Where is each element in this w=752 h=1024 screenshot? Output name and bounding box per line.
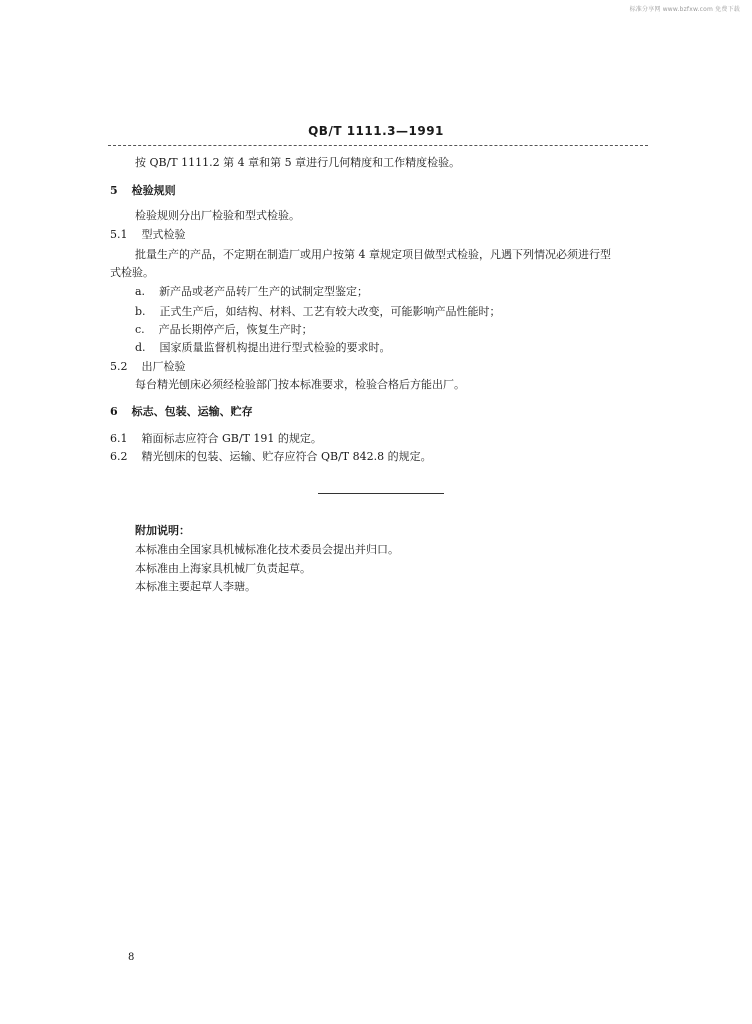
list-item-label: b. (135, 305, 146, 318)
list-item-text: 正式生产后，如结构、材料、工艺有较大改变，可能影响产品性能时； (159, 305, 501, 318)
list-item (135, 305, 501, 319)
section-5-title: 检验规则 (131, 184, 176, 197)
section-5-1-number: 5.1 (110, 228, 128, 241)
section-6-2 (110, 450, 432, 464)
list-item (135, 285, 368, 299)
header-rule (108, 145, 648, 146)
section-6-1-number: 6.1 (110, 432, 128, 445)
watermark-text: 标准分享网 www.bzfxw.com 免费下载 (629, 6, 740, 13)
list-item-text: 国家质量监督机构提出进行型式检验的要求时。 (159, 341, 391, 354)
notes-line: 本标准由上海家具机械厂负责起草。 (135, 562, 311, 575)
section-6-1-text: 箱面标志应符合 GB/T 191 的规定。 (141, 432, 322, 445)
page-header-title: QB/T 1111.3—1991 (308, 124, 444, 138)
section-5-2-title: 出厂检验 (141, 360, 186, 373)
section-6-number: 6 (110, 405, 118, 418)
section-5-1-heading (110, 228, 186, 242)
page-number: 8 (128, 952, 135, 963)
list-item-label: c. (135, 323, 145, 336)
list-item-text: 产品长期停产后，恢复生产时； (158, 323, 313, 336)
section-5-2-text: 每台精光刨床必须经检验部门按本标准要求，检验合格后方能出厂。 (135, 378, 465, 391)
section-5-1-text-line1: 批量生产的产品，不定期在制造厂或用户按第 4 章规定项目做型式检验，凡遇下列情况必须进行型 (135, 248, 611, 261)
intro-paragraph: 按 QB/T 1111.2 第 4 章和第 5 章进行几何精度和工作精度检验。 (135, 156, 461, 169)
section-5-1-title: 型式检验 (141, 228, 186, 241)
section-6-2-text: 精光刨床的包装、运输、贮存应符合 QB/T 842.8 的规定。 (141, 450, 432, 463)
notes-line: 本标准由全国家具机械标准化技术委员会提出并归口。 (135, 543, 399, 556)
notes-line: 本标准主要起草人李瑭。 (135, 580, 256, 593)
section-5-heading (110, 184, 176, 198)
end-separator-rule (318, 493, 444, 494)
section-5-text: 检验规则分出厂检验和型式检验。 (135, 209, 300, 222)
section-5-2-number: 5.2 (110, 360, 128, 373)
section-6-1 (110, 432, 322, 446)
list-item (135, 323, 313, 337)
section-5-number: 5 (110, 184, 118, 197)
section-5-1-text-line2: 式检验。 (110, 266, 154, 279)
list-item-label: a. (135, 285, 146, 298)
list-item (135, 341, 391, 355)
list-item-text: 新产品或老产品转厂生产的试制定型鉴定； (159, 285, 369, 298)
section-6-heading (110, 405, 253, 419)
notes-title: 附加说明： (135, 524, 190, 537)
section-6-title: 标志、包装、运输、贮存 (131, 405, 253, 418)
list-item-label: d. (135, 341, 146, 354)
section-6-2-number: 6.2 (110, 450, 128, 463)
section-5-2-heading (110, 360, 186, 374)
